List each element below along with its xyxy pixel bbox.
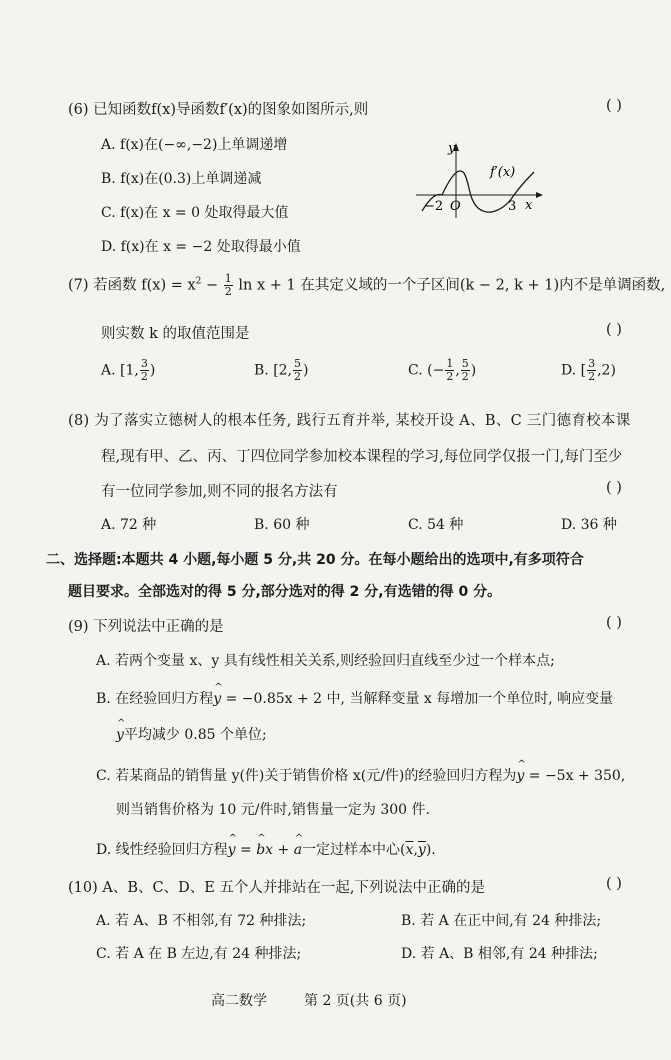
q10-option-a: A. 若 A、B 不相邻,有 72 种排法; [96,913,307,929]
q9-option-a: A. 若两个变量 x、y 具有线性相关关系,则经验回归直线至少过一个样本点; [96,653,555,669]
q8-option-c: C. 54 种 [408,517,464,533]
x-axis-label: x [525,198,533,213]
q9-answer-paren: ( ) [606,615,622,631]
x-axis-arrow [536,192,543,198]
y-hat: ^ y [213,691,221,707]
q6-answer-paren: ( ) [606,98,622,114]
q6-derivative-graph [410,138,550,222]
b-hat: ^ b [256,842,265,858]
q7-answer-paren: ( ) [606,322,622,338]
q8-answer-paren: ( ) [606,480,622,496]
q7-stem-part1: (7) 若函数 f(x) = x [68,277,196,294]
y-bar: $\overline{y}$ [417,842,426,858]
footer-subject: 高二数学 [211,993,267,1009]
q9-option-c-line2: 则当销售价格为 10 元/件时,销售量一定为 300 件. [116,802,430,818]
a-hat: ^ a [294,842,302,858]
q10-answer-paren: ( ) [606,876,622,892]
section2-heading-line2: 题目要求。全部选对的得 5 分,部分选对的得 2 分,有选错的得 0 分。 [68,584,502,600]
section2-heading-line1: 二、选择题:本题共 4 小题,每小题 5 分,共 20 分。在每小题给出的选项中,有多项符合 [46,552,584,568]
q9-option-b-line2: ^ y平均减少 0.85 个单位; [116,724,267,744]
q7-stem-part2: ln x + 1 在其定义域的一个子区间(k − 2, k + 1)内不是单调函数, [233,277,666,294]
q10-option-b: B. 若 A 在正中间,有 24 种排法; [401,913,602,929]
origin-label: O [450,199,461,214]
footer-page-number: 第 2 页(共 6 页) [304,993,407,1009]
y-axis-label: y [448,141,456,156]
q6-option-b: B. f(x)在(0.3)上单调递减 [101,171,262,187]
q10-stem: (10) A、B、C、D、E 五个人并排站在一起,下列说法中正确的是 [68,880,486,896]
q7-option-b: B. [2, $\frac{5}{2}$ ) [254,357,309,383]
q9-option-c-line1: C. 若某商品的销售量 y(件)关于销售价格 x(元/件)的经验回归方程为^ y = −5x + 350, [96,765,625,785]
q7-minus: − [201,277,223,294]
q6-option-c: C. f(x)在 x = 0 处取得最大值 [101,205,289,221]
q7-option-d: D. [ $\frac{3}{2}$ ,2) [561,357,616,383]
q10-option-d: D. 若 A、B 相邻,有 24 种排法; [401,946,598,962]
q10-option-c: C. 若 A 在 B 左边,有 24 种排法; [96,946,302,962]
y-hat: ^ y [116,727,124,743]
q8-option-b: B. 60 种 [254,517,310,533]
q9-stem: (9) 下列说法中正确的是 [68,619,224,635]
q7-fraction: $\frac{1}{2}$ [224,272,232,298]
q7-stem-line2: 则实数 k 的取值范围是 [101,326,250,342]
x-bar: $\overline{x}$ [405,842,414,858]
q8-option-d: D. 36 种 [561,517,617,533]
curve-label: f′(x) [490,165,516,180]
q6-stem: (6) 已知函数f(x)导函数f′(x)的图象如图所示,则 [68,102,369,118]
q7-stem [68,273,665,298]
q7-option-c: C. (− $\frac{1}{2}$ , $\frac{5}{2}$ ) [408,357,477,383]
q6-option-d: D. f(x)在 x = −2 处取得最小值 [101,239,301,255]
q7-option-a: A. [1, $\frac{3}{2}$ ) [101,357,156,383]
tick-label-minus2: −2 [424,199,444,214]
q9-option-d: D. 线性经验回归方程^ y = ^ bx + ^ a一定过样本中心$(\overline{x},\overline{y})$. [96,839,436,859]
y-hat: ^ y [516,768,524,784]
y-hat: ^ y [228,842,236,858]
tick-label-3: 3 [508,199,517,214]
q9-option-b-line1: B. 在经验回归方程^ y = −0.85x + 2 中, 当解释变量 x 每增加一个单位时, 响应变量 [96,688,613,708]
q8-stem-line1: (8) 为了落实立德树人的根本任务, 践行五育并举, 某校开设 A、B、C 三门德育校本课 [68,413,631,429]
q8-stem-line2: 程,现有甲、乙、丙、丁四位同学参加校本课程的学习,每位同学仅报一门,每门至少 [101,449,623,465]
q6-option-a: A. f(x)在(−∞,−2)上单调递增 [101,137,288,153]
q7-exponent: 2 [195,276,202,287]
q8-option-a: A. 72 种 [101,517,157,533]
q8-stem-line3: 有一位同学参加,则不同的报名方法有 [101,484,338,500]
